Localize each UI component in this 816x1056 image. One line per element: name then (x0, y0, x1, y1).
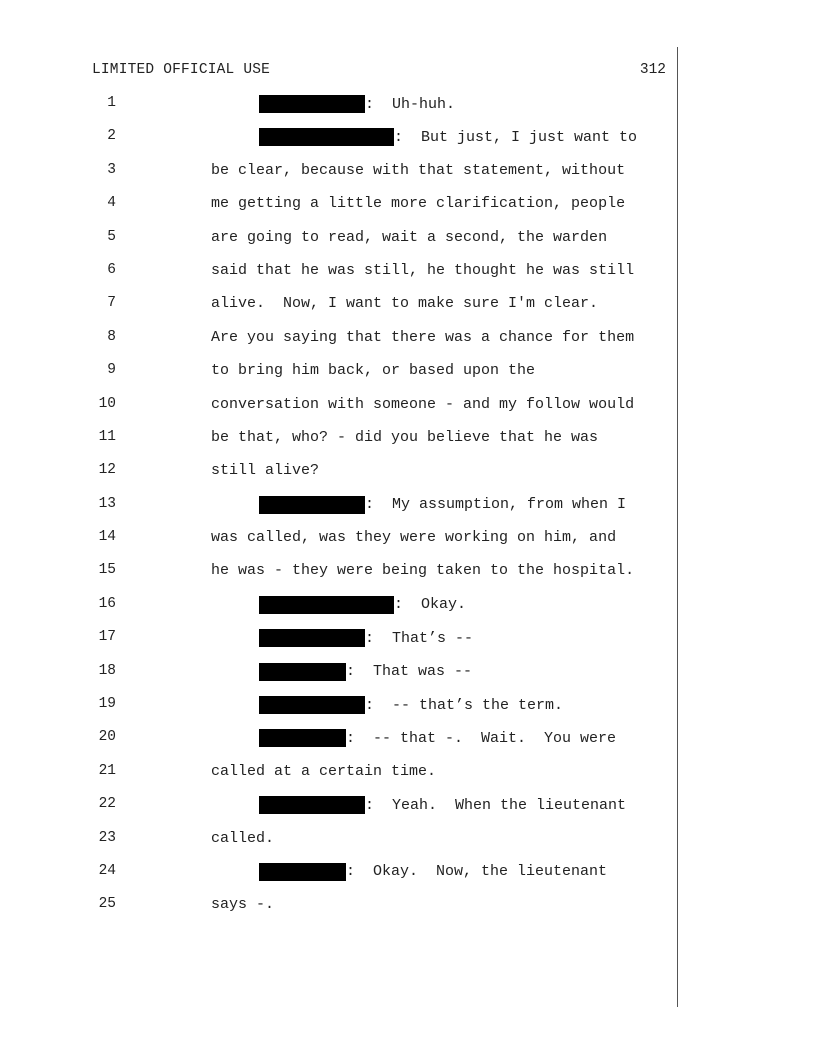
line-number: 21 (98, 762, 116, 779)
redacted-speaker-name (259, 663, 346, 681)
redacted-speaker-name (259, 95, 365, 113)
speaker-line (259, 729, 616, 747)
transcript-line (0, 293, 816, 326)
line-number: 2 (107, 128, 116, 145)
transcript-line (0, 661, 816, 694)
redacted-speaker-name (259, 696, 365, 714)
transcript-line (0, 594, 816, 627)
continuation-line (211, 229, 607, 246)
line-number: 15 (98, 562, 116, 579)
transcript-line (0, 894, 816, 927)
redacted-speaker-name (259, 796, 365, 814)
classification-header: LIMITED OFFICIAL USE (92, 62, 271, 78)
line-number: 10 (98, 395, 116, 412)
continuation-line (211, 195, 625, 212)
speaker-line (259, 596, 466, 614)
line-text: : -- that -. Wait. You were (346, 729, 617, 747)
transcript-line (0, 794, 816, 827)
continuation-line (211, 396, 634, 413)
line-number: 5 (107, 228, 116, 245)
transcript-line (0, 427, 816, 460)
continuation-line (211, 529, 616, 546)
line-text: called. (211, 829, 275, 847)
speaker-line (259, 696, 563, 714)
line-text: he was - they were being taken to the hospital. (211, 562, 635, 580)
transcript-line (0, 360, 816, 393)
line-number: 6 (107, 261, 116, 278)
line-text: : Okay. Now, the lieutenant (346, 863, 608, 881)
transcript-line (0, 460, 816, 493)
transcript-line (0, 93, 816, 126)
redacted-speaker-name (259, 596, 394, 614)
line-number: 14 (98, 529, 116, 546)
redacted-speaker-name (259, 496, 365, 514)
transcript-line (0, 260, 816, 293)
speaker-line (259, 796, 626, 814)
continuation-line (211, 295, 598, 312)
line-text: Are you saying that there was a chance for them (211, 328, 635, 346)
speaker-line (259, 95, 455, 113)
line-text: alive. Now, I want to make sure I'm clear. (211, 295, 599, 313)
transcript-lines (0, 93, 816, 928)
line-number: 22 (98, 796, 116, 813)
line-text: : But just, I just want to (394, 128, 638, 146)
continuation-line (211, 262, 634, 279)
speaker-line (259, 629, 473, 647)
transcript-line (0, 861, 816, 894)
line-text: : That’s -- (365, 629, 474, 647)
line-number: 9 (107, 362, 116, 379)
line-text: : That was -- (346, 663, 473, 681)
line-number: 23 (98, 829, 116, 846)
line-text: : -- that’s the term. (365, 696, 564, 714)
transcript-line (0, 327, 816, 360)
line-number: 19 (98, 696, 116, 713)
transcript-line (0, 627, 816, 660)
line-text: : My assumption, from when I (365, 496, 627, 514)
continuation-line (211, 162, 625, 179)
line-text: conversation with someone - and my follow would (211, 395, 635, 413)
line-text: still alive? (211, 462, 320, 480)
transcript-line (0, 828, 816, 861)
line-number: 25 (98, 896, 116, 913)
line-text: to bring him back, or based upon the (211, 362, 536, 380)
line-number: 17 (98, 629, 116, 646)
continuation-line (211, 462, 319, 479)
line-number: 13 (98, 495, 116, 512)
line-number: 1 (107, 95, 116, 111)
line-number: 8 (107, 328, 116, 345)
transcript-line (0, 160, 816, 193)
line-text: was called, was they were working on him, and (211, 529, 617, 547)
continuation-line (211, 896, 274, 913)
redacted-speaker-name (259, 729, 346, 747)
line-text: are going to read, wait a second, the warden (211, 228, 608, 246)
speaker-line (259, 496, 626, 514)
speaker-line (259, 128, 637, 146)
continuation-line (211, 329, 634, 346)
line-number: 20 (98, 729, 116, 746)
line-text: : Yeah. When the lieutenant (365, 796, 627, 814)
continuation-line (211, 562, 634, 579)
page-number: 312 (639, 62, 666, 78)
continuation-line (211, 830, 274, 847)
redacted-speaker-name (259, 128, 394, 146)
line-text: said that he was still, he thought he was still (211, 261, 635, 279)
line-number: 12 (98, 462, 116, 479)
redacted-speaker-name (259, 863, 346, 881)
transcript-line (0, 193, 816, 226)
line-number: 18 (98, 662, 116, 679)
continuation-line (211, 429, 598, 446)
line-number: 11 (98, 428, 116, 445)
line-number: 7 (107, 295, 116, 312)
speaker-line (259, 663, 472, 681)
line-text: : Okay. (394, 596, 467, 614)
continuation-line (211, 763, 436, 780)
transcript-line (0, 527, 816, 560)
line-text: says -. (211, 896, 275, 914)
continuation-line (211, 362, 535, 379)
transcript-line (0, 494, 816, 527)
transcript-line (0, 126, 816, 159)
line-number: 4 (107, 195, 116, 212)
transcript-line (0, 761, 816, 794)
redacted-speaker-name (259, 629, 365, 647)
transcript-line (0, 727, 816, 760)
transcript-line (0, 227, 816, 260)
line-text: : Uh-huh. (365, 95, 456, 113)
transcript-line (0, 694, 816, 727)
line-text: me getting a little more clarification, people (211, 195, 626, 213)
transcript-line (0, 394, 816, 427)
transcript-line (0, 560, 816, 593)
line-number: 3 (107, 161, 116, 178)
speaker-line (259, 863, 607, 881)
line-number: 16 (98, 595, 116, 612)
line-text: called at a certain time. (211, 762, 437, 780)
line-text: be clear, because with that statement, without (211, 161, 626, 179)
line-text: be that, who? - did you believe that he was (211, 428, 599, 446)
line-number: 24 (98, 862, 116, 879)
